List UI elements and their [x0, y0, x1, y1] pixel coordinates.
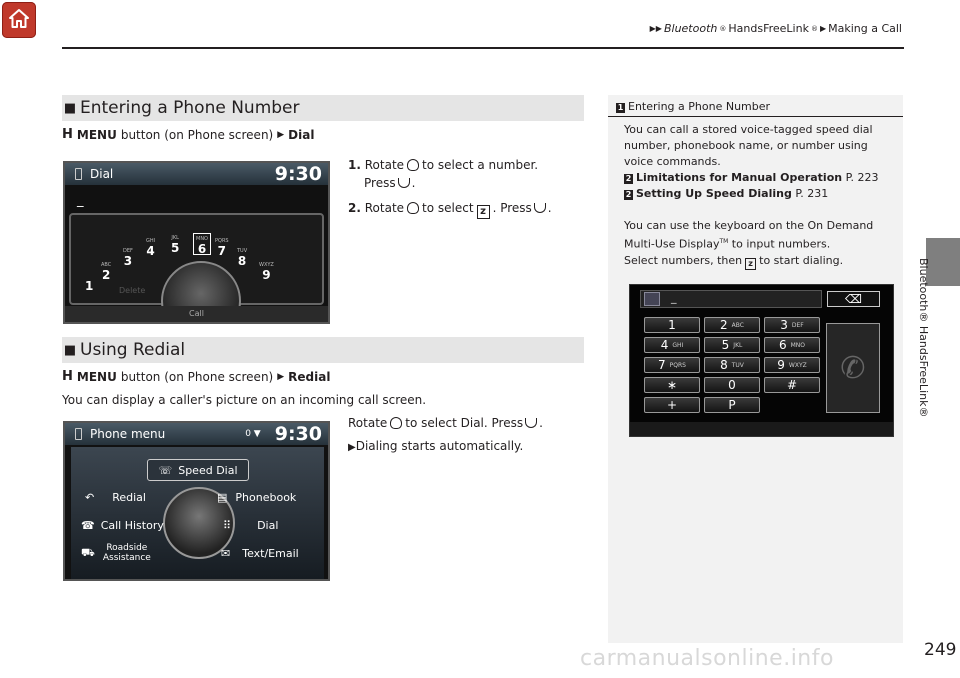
step-2: 2. Rotate to select z . Press . [348, 201, 552, 217]
home-menu-icon: H [62, 369, 73, 384]
breadcrumb-handsfreelink[interactable]: HandsFreeLink [728, 22, 809, 35]
redial-step: Rotate to select Dial. Press . [348, 416, 543, 430]
square-bullet-icon: ■ [63, 342, 77, 358]
screen-title: Dial [90, 167, 114, 181]
reference-icon: 2 [625, 190, 632, 199]
keypad-key[interactable]: 5 JKL [704, 337, 760, 353]
text-email-item[interactable]: ✉ Text/Email [221, 547, 299, 560]
reference-icon: 2 [625, 174, 632, 183]
page-number: 249 [924, 640, 957, 660]
selector-knob-icon [407, 159, 419, 171]
arrow-right-icon: ▶ [277, 371, 285, 382]
phone-icon [644, 292, 660, 306]
note-number-icon: 1 [617, 103, 624, 112]
section-heading-entering-number: ■ Entering a Phone Number [62, 95, 584, 121]
keypad-key[interactable]: + [644, 397, 700, 413]
keypad-key[interactable]: 6 MNO [764, 337, 820, 353]
arrow-right-icon: ▶ [348, 442, 356, 453]
dial-digit[interactable]: 1 [85, 279, 94, 293]
header-rule [62, 47, 904, 49]
menu-path-redial: H MENU button (on Phone screen) ▶ Redial [62, 369, 331, 384]
phone-handset-icon: ✆ [840, 350, 866, 386]
dial-digit[interactable]: WXYZ 9 [259, 262, 274, 282]
call-history-item[interactable]: ☎ Call History [81, 519, 164, 532]
dial-item[interactable]: ⠿ Dial [223, 519, 279, 532]
roadside-item[interactable]: ⛟ Roadside Assistance [81, 543, 151, 563]
watermark: carmanualsonline.info [580, 646, 834, 671]
press-knob-icon [534, 203, 546, 213]
keypad-key[interactable]: 2 ABC [704, 317, 760, 333]
dial-digit[interactable]: JKL 5 [171, 235, 180, 255]
note-paragraph-3: Select numbers, then z to start dialing. [624, 253, 844, 268]
roadside-icon: ⛟ [81, 545, 95, 559]
screen-title: Phone menu [90, 427, 166, 441]
dial-screen: Dial 9:30 _ 1 ABC 2 DEF 3 GHI 4 JKL 5 MNO 6 PQRS 7 TUV 8 WXYZ 9 Delete Call [63, 161, 330, 324]
home-button[interactable] [2, 2, 36, 38]
call-button-icon: z [477, 205, 490, 219]
note-paragraph-2: You can use the keyboard on the On Demand Multi-Use Display™ to input numbers. [624, 219, 874, 251]
speed-dial-icon: ☏ [158, 463, 173, 477]
redial-result: ▶Dialing starts automatically. [348, 439, 524, 453]
call-history-icon: ☎ [81, 519, 95, 532]
keypad-key[interactable]: 7 PQRS [644, 357, 700, 373]
phone-icon [75, 428, 82, 440]
redial-icon: ↶ [85, 491, 95, 504]
screen-time: 9:30 [274, 423, 322, 445]
keypad-key[interactable]: 1 [644, 317, 700, 333]
keypad-key[interactable]: ∗ [644, 377, 700, 393]
dial-digit[interactable]: PQRS 7 [215, 238, 229, 258]
dial-digit[interactable]: ABC 2 [101, 262, 112, 282]
speed-dial-item[interactable]: ☏ Speed Dial [147, 459, 249, 481]
arrow-right-icon: ▶ [277, 129, 285, 140]
phone-icon [75, 168, 82, 180]
keypad-key[interactable]: 0 [704, 377, 760, 393]
keypad-key[interactable]: 3 DEF [764, 317, 820, 333]
backspace-button[interactable]: ⌫ [827, 291, 880, 307]
keypad-screen [629, 284, 894, 437]
breadcrumb-making-a-call[interactable]: Making a Call [828, 22, 902, 35]
menu-path-dial: H MENU button (on Phone screen) ▶ Dial [62, 127, 315, 142]
call-button-icon: z [745, 258, 756, 270]
keypad-icon: ⠿ [223, 519, 232, 532]
keypad-key[interactable]: 4 GHI [644, 337, 700, 353]
home-icon [8, 8, 30, 30]
keypad-key[interactable]: P [704, 397, 760, 413]
phonebook-icon: ▤ [217, 491, 228, 504]
press-knob-icon [525, 418, 537, 428]
delete-label[interactable]: Delete [119, 286, 146, 295]
chapter-side-label: Bluetooth® HandsFreeLink® [917, 258, 930, 418]
dial-digit[interactable]: DEF 3 [123, 248, 133, 268]
selector-knob-icon [407, 202, 419, 214]
breadcrumb: ▶▶ Bluetooth ® HandsFreeLink ® ▶ Making a Call [649, 22, 902, 35]
keypad-key[interactable]: 8 TUV [704, 357, 760, 373]
step-1: 1. Rotate to select a number. Press . [348, 158, 539, 190]
note-paragraph-1: You can call a stored voice-tagged speed dial number, phonebook name, or number using voice commands. [624, 123, 873, 168]
home-menu-icon: H [62, 127, 73, 142]
note-heading: 1 Entering a Phone Number [608, 95, 903, 117]
phone-menu-screen [63, 421, 330, 581]
screen-time: 9:30 [274, 163, 322, 185]
breadcrumb-arrow-icon: ▶ [819, 24, 827, 33]
envelope-icon: ✉ [221, 547, 231, 560]
dial-digit[interactable]: MNO 6 [193, 233, 211, 255]
phonebook-item[interactable]: ▤ Phonebook [217, 491, 297, 504]
press-knob-icon [398, 178, 410, 188]
dial-digit[interactable]: GHI 4 [146, 238, 156, 258]
ref-limitations[interactable]: 2 Limitations for Manual Operation P. 223 [625, 171, 879, 184]
number-input[interactable]: _ [640, 290, 822, 308]
ref-speed-dialing[interactable]: 2 Setting Up Speed Dialing P. 231 [625, 187, 829, 200]
call-label[interactable]: Call [189, 309, 204, 318]
status-icons: 0 ▼ [245, 429, 261, 439]
redial-item[interactable]: ↶ Redial [85, 491, 146, 504]
section-heading-using-redial: ■ Using Redial [62, 337, 584, 363]
square-bullet-icon: ■ [63, 100, 77, 116]
keypad-key[interactable]: # [764, 377, 820, 393]
breadcrumb-bluetooth[interactable]: Bluetooth [663, 22, 718, 35]
selector-knob-icon [390, 417, 402, 429]
keypad-key[interactable]: 9 WXYZ [764, 357, 820, 373]
call-button[interactable] [826, 323, 880, 413]
breadcrumb-arrow-icon: ▶▶ [649, 24, 662, 33]
dial-digit[interactable]: TUV 8 [237, 248, 248, 268]
redial-description: You can display a caller's picture on an incoming call screen. [62, 393, 427, 407]
